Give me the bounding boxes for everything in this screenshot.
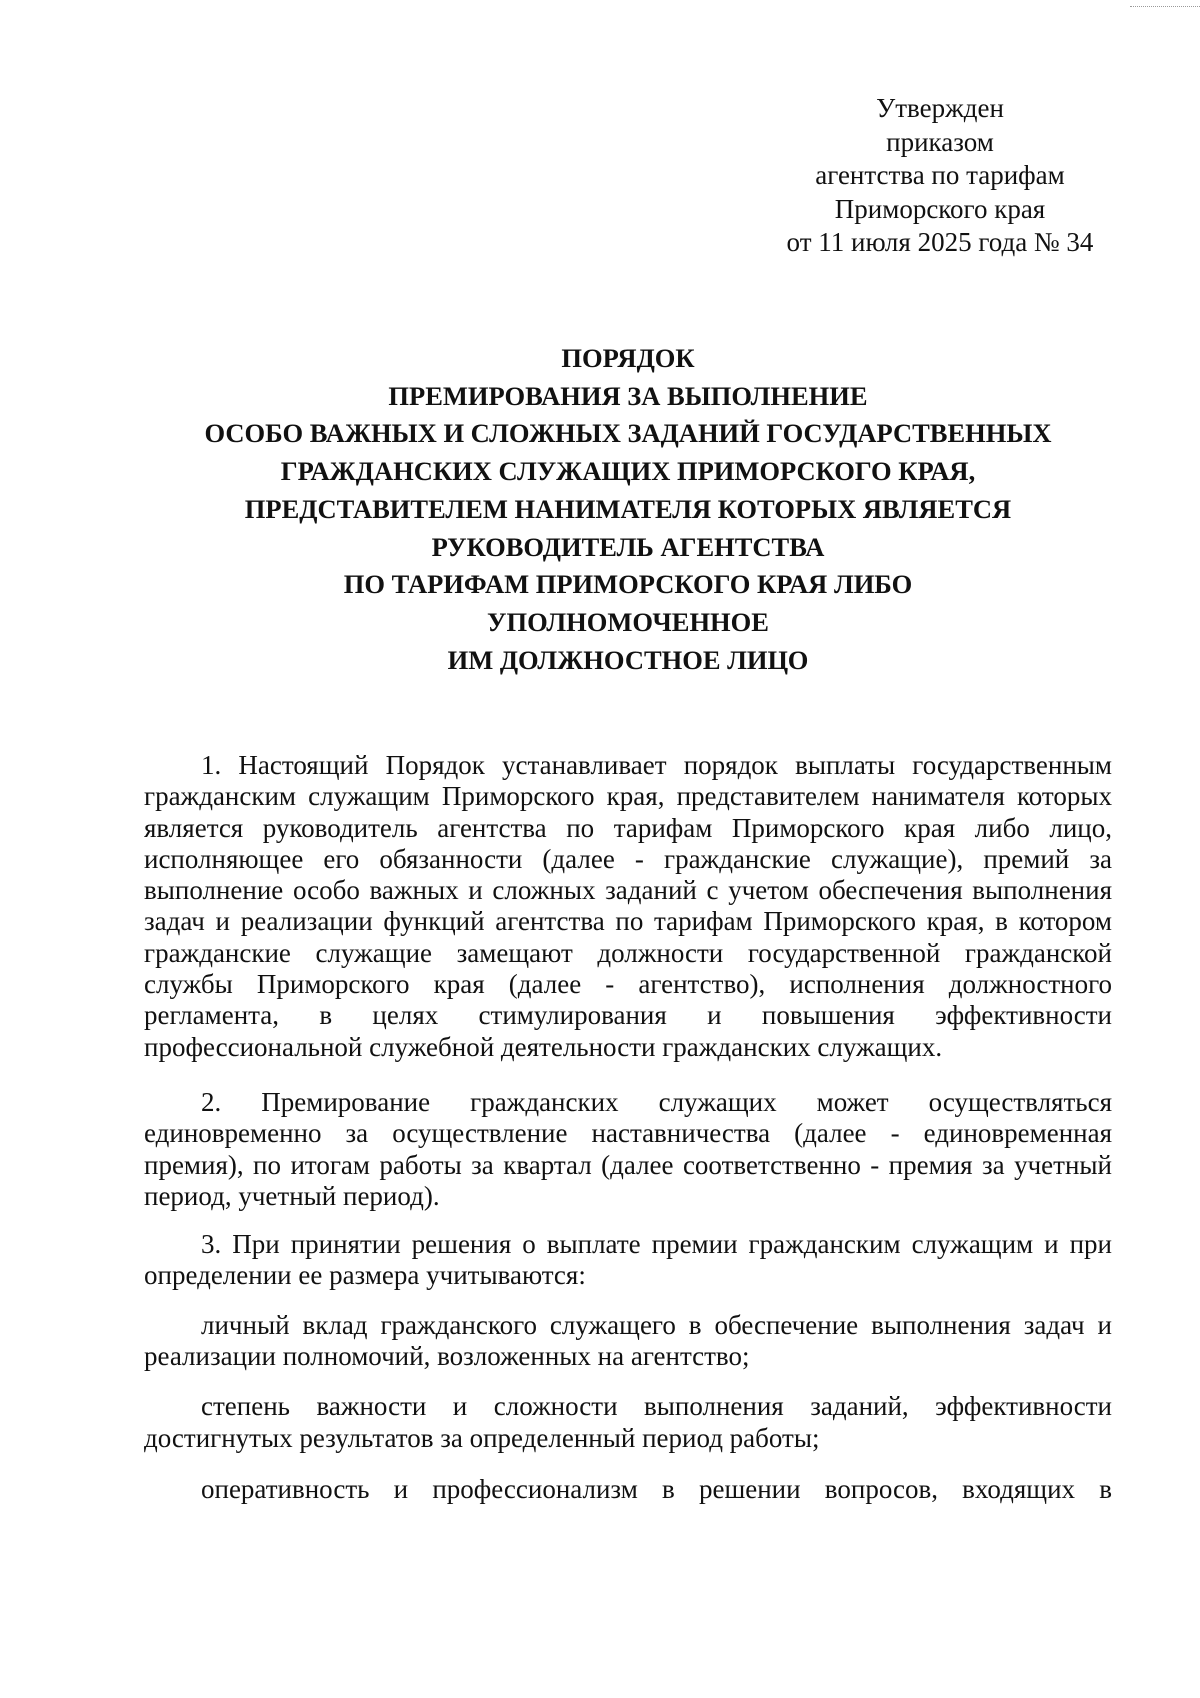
title-line: ГРАЖДАНСКИХ СЛУЖАЩИХ ПРИМОРСКОГО КРАЯ, xyxy=(280,456,976,487)
scan-corner-mark xyxy=(1130,0,1200,7)
paragraph: 2. Премирование гражданских служащих может осуществляться единовременно за осуществление наставничества (далее - единовременная премия), по итогам работы за квартал (далее соответственно - премия за учетный период, учетный период). xyxy=(144,1086,1112,1211)
approval-line: приказом xyxy=(886,126,994,157)
title-line: УПОЛНОМОЧЕННОЕ xyxy=(487,606,769,637)
document-body xyxy=(144,750,1112,1505)
approval-block xyxy=(760,92,1120,260)
approval-line: от 11 июля 2025 года № 34 xyxy=(786,227,1094,257)
title-line: ПРЕДСТАВИТЕЛЕМ НАНИМАТЕЛЯ КОТОРЫХ ЯВЛЯЕТСЯ xyxy=(244,493,1012,524)
approval-line: Утвержден xyxy=(876,93,1004,123)
list-item: степень важности и сложности выполнения заданий, эффективности достигнутых результатов за определенный период работы; xyxy=(144,1391,1112,1453)
title-line: ОСОБО ВАЖНЫХ И СЛОЖНЫХ ЗАДАНИЙ ГОСУДАРСТВЕННЫХ xyxy=(204,418,1052,449)
list-item: личный вклад гражданского служащего в обеспечение выполнения задач и реализации полномочий, возложенных на агентство; xyxy=(144,1309,1112,1372)
title-line: ПОРЯДОК xyxy=(561,343,695,373)
title-line: ПРЕМИРОВАНИЯ ЗА ВЫПОЛНЕНИЕ xyxy=(388,380,868,411)
title-line: ПО ТАРИФАМ ПРИМОРСКОГО КРАЯ ЛИБО xyxy=(343,569,913,600)
paragraph: 3. При принятии решения о выплате премии гражданским служащим и при определении ее размера учитываются: xyxy=(144,1229,1112,1291)
approval-line: Приморского края xyxy=(834,193,1046,224)
title-line: ИМ ДОЛЖНОСТНОЕ ЛИЦО xyxy=(447,644,809,675)
document-title xyxy=(144,340,1112,679)
title-line: РУКОВОДИТЕЛЬ АГЕНТСТВА xyxy=(431,531,825,562)
paragraph: 1. Настоящий Порядок устанавливает порядок выплаты государственным гражданским служащим Приморского края, представителем нанимателя которых является руководитель агентства по тарифам Приморского края либо лицо, исполняющее его обязанности (далее - гражданские служащие), премий за выполнение особо важных и сложных заданий с учетом обеспечения выполнения задач и реализации функций агентства по тарифам Приморского края, в котором гражданские служащие замещают должности государственной гражданской службы Приморского края (далее - агентство), исполнения должностного регламента, в целях стимулирования и повышения эффективности профессиональной служебной деятельности гражданских служащих. xyxy=(144,750,1112,1062)
list-item: оперативность и профессионализм в решении вопросов, входящих в xyxy=(201,1473,1112,1504)
approval-line: агентства по тарифам xyxy=(815,160,1065,190)
